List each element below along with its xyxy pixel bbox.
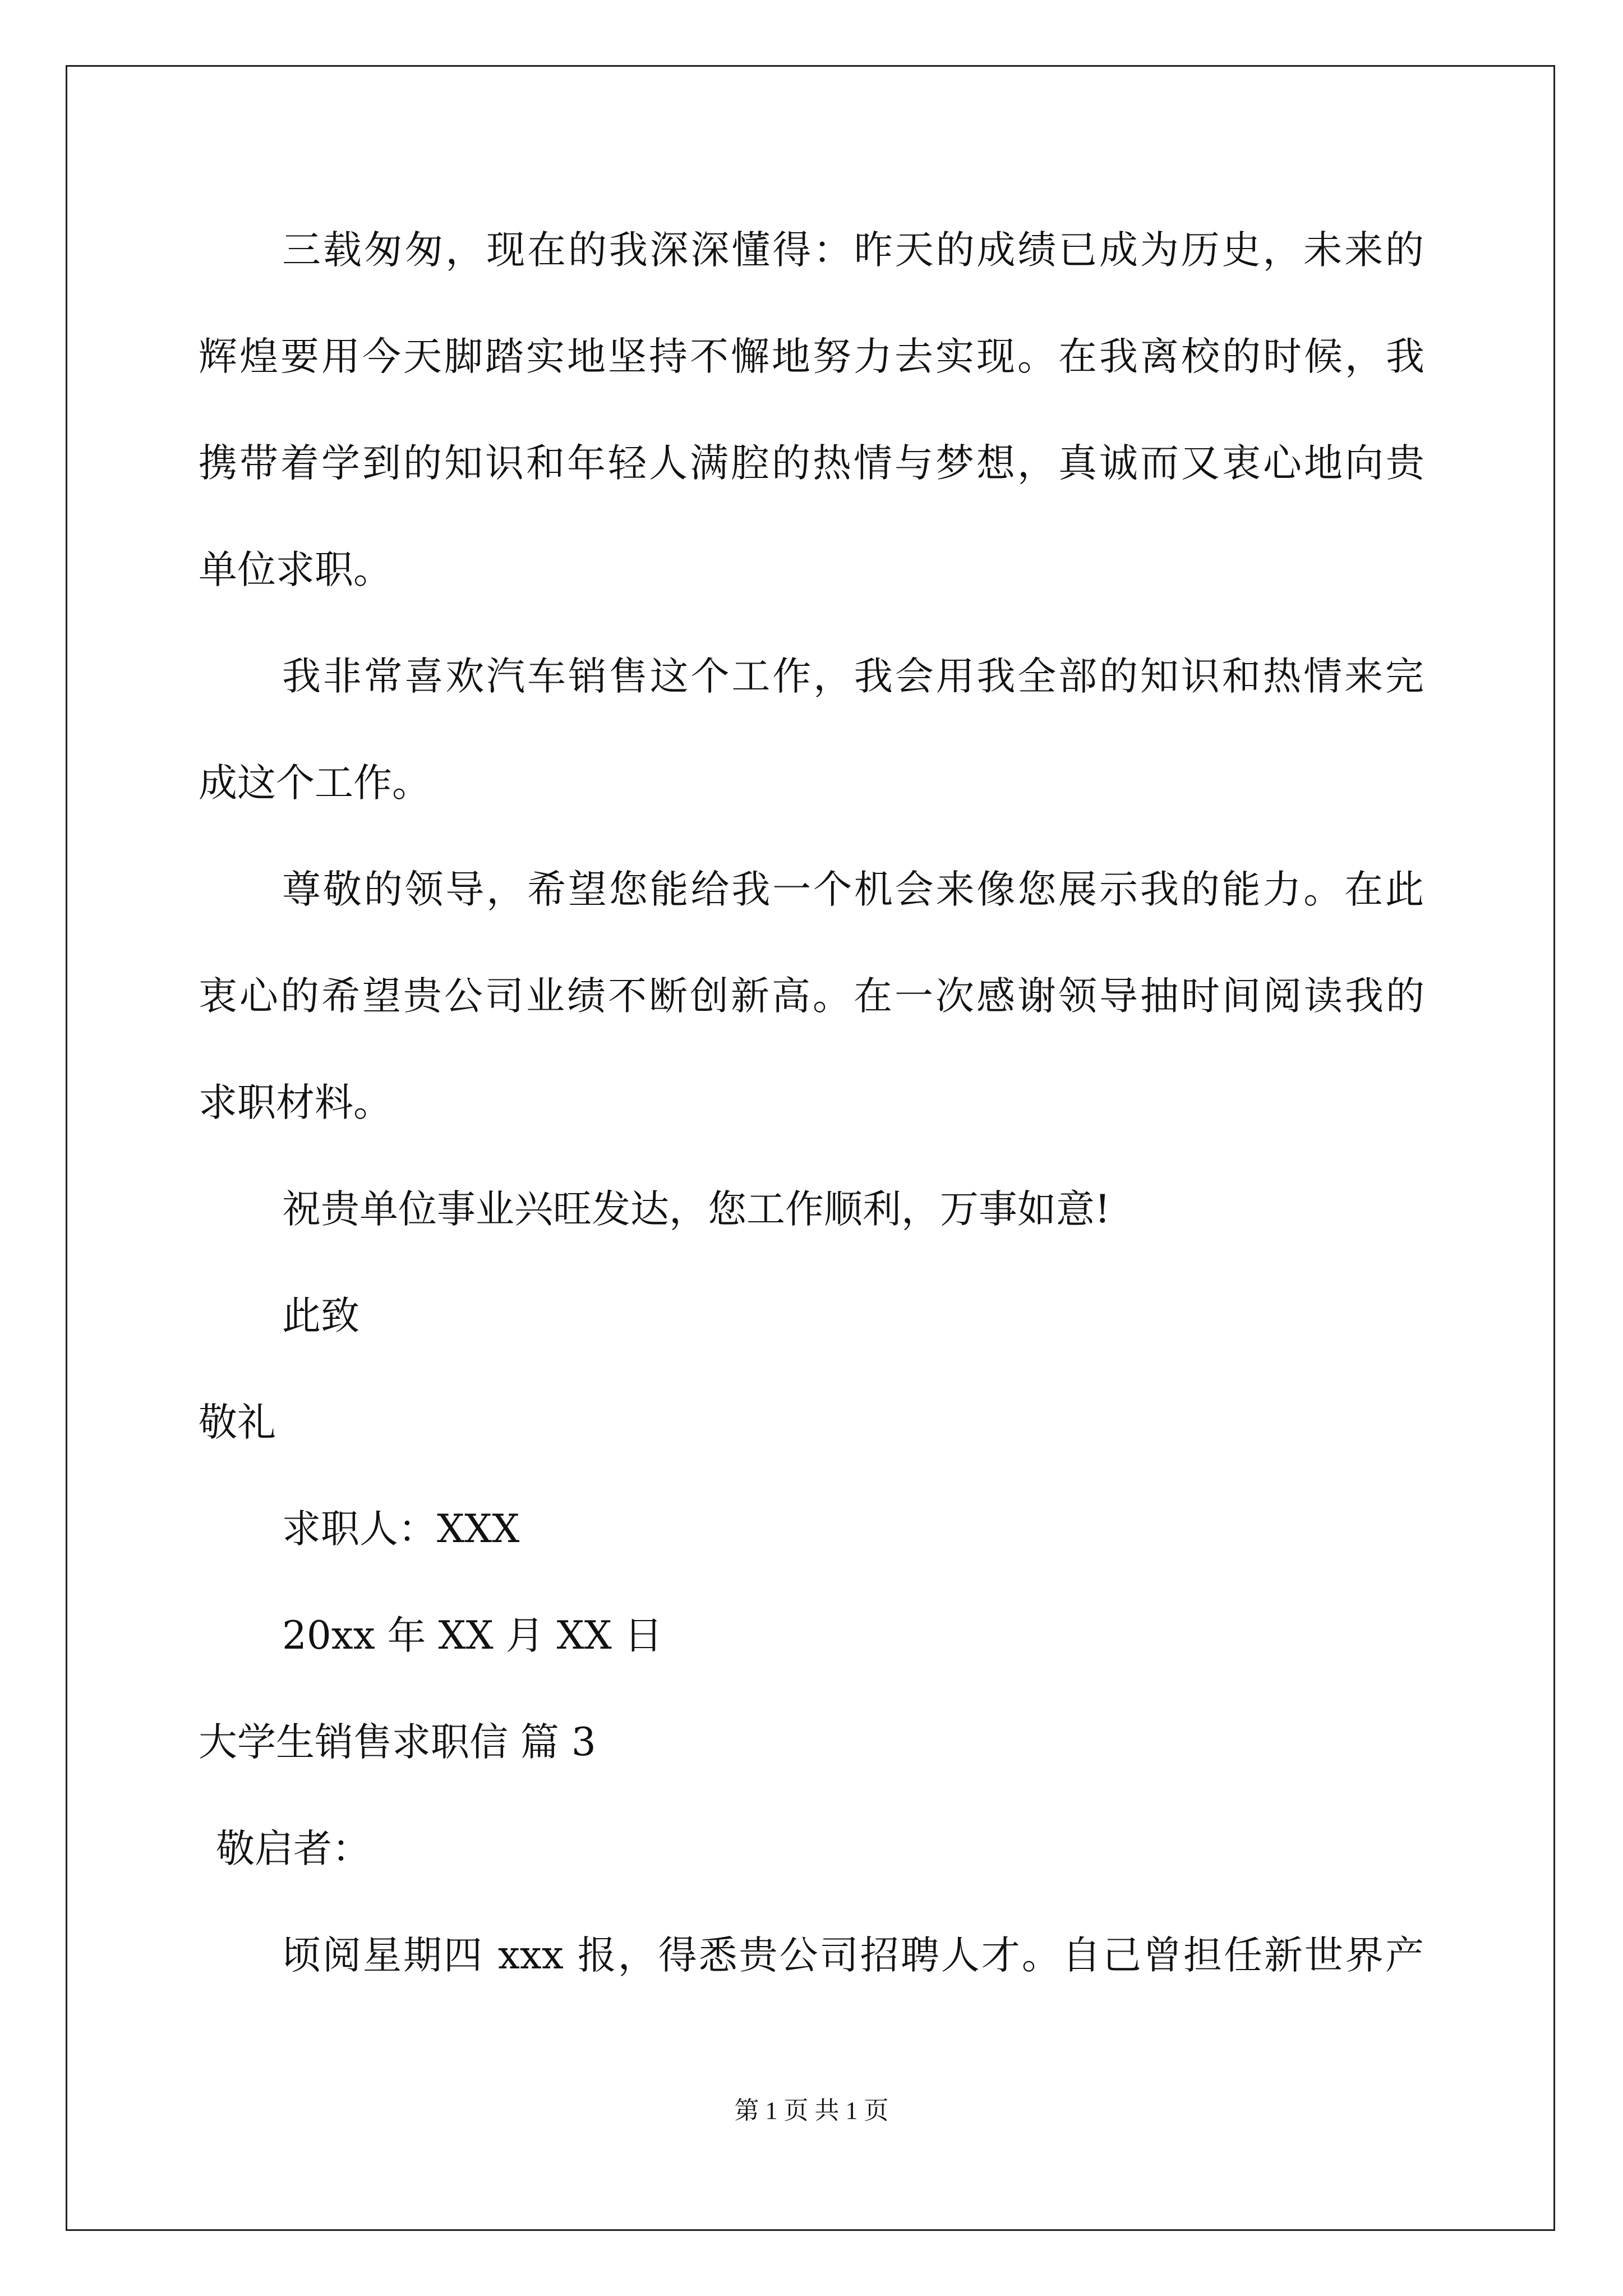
paragraph-1-line-3: 携带着学到的知识和年轻人满腔的热情与梦想，真诚而又衷心地向贵 — [199, 441, 1424, 486]
salutation: 敬启者： — [216, 1826, 371, 1871]
paragraph-3-line-1: 尊敬的领导，希望您能给我一个机会来像您展示我的能力。在此 — [282, 867, 1424, 912]
page-border — [66, 65, 1555, 2231]
paragraph-2-line-2: 成这个工作。 — [199, 761, 431, 806]
applicant-signature: 求职人：XXX — [282, 1507, 520, 1552]
closing-jingli: 敬礼 — [199, 1400, 276, 1445]
letter-date: 20xx 年 XX 月 XX 日 — [282, 1613, 663, 1658]
closing-cizhi: 此致 — [282, 1294, 359, 1338]
page-footer: 第 1 页 共 1 页 — [734, 2097, 889, 2124]
paragraph-1-line-4: 单位求职。 — [199, 547, 392, 592]
paragraph-3-line-2: 衷心的希望贵公司业绩不断创新高。在一次感谢领导抽时间阅读我的 — [199, 974, 1424, 1019]
paragraph-2-line-1: 我非常喜欢汽车销售这个工作，我会用我全部的知识和热情来完 — [282, 654, 1424, 699]
paragraph-1-line-1: 三载匆匆，现在的我深深懂得：昨天的成绩已成为历史，未来的 — [282, 228, 1424, 273]
wishes-line: 祝贵单位事业兴旺发达，您工作顺利，万事如意! — [282, 1187, 1110, 1232]
section-heading: 大学生销售求职信 篇 3 — [199, 1720, 596, 1765]
paragraph-4-line-1: 顷阅星期四 xxx 报，得悉贵公司招聘人才。自己曾担任新世界产 — [282, 1933, 1424, 1978]
paragraph-1-line-2: 辉煌要用今天脚踏实地坚持不懈地努力去实现。在我离校的时候，我 — [199, 334, 1424, 379]
paragraph-3-line-3: 求职材料。 — [199, 1080, 392, 1125]
